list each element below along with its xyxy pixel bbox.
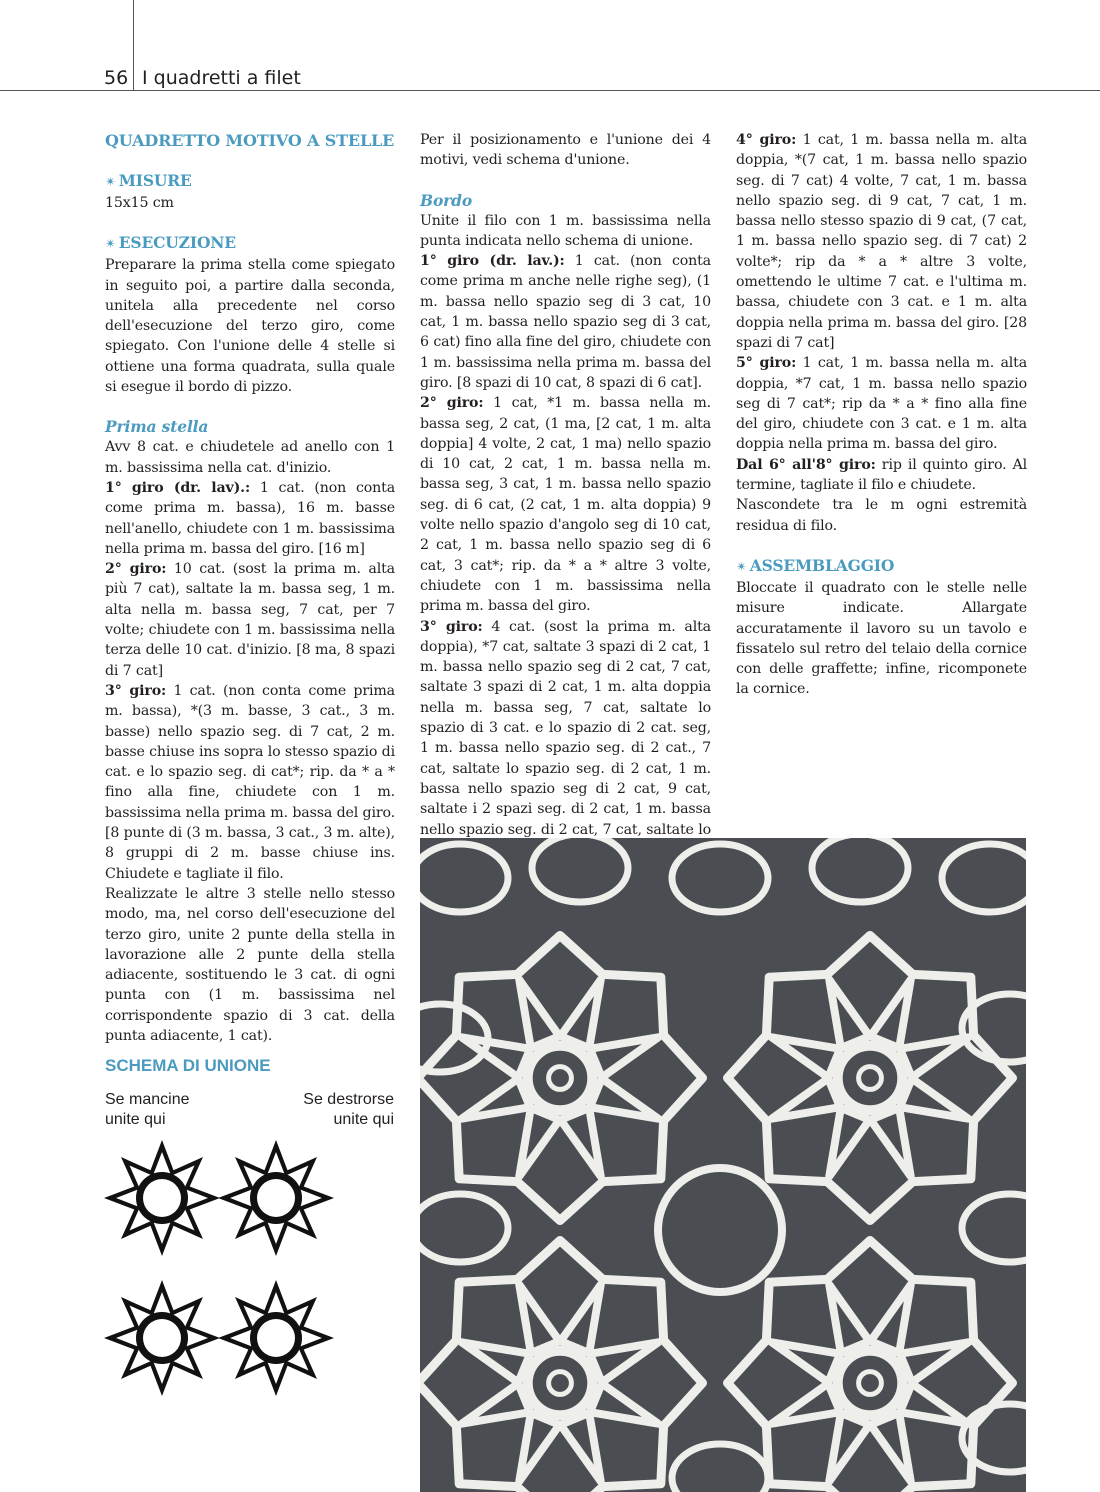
assemblaggio-heading: ✴ ASSEMBLAGGIO <box>736 555 895 575</box>
posizionamento-text: Per il posizionamento e l'unione dei 4 motivi, vedi schema d'unione. <box>420 132 711 169</box>
schema-right-note: Se destrorse unite qui <box>303 1091 394 1128</box>
crochet-lace-photo <box>420 838 1026 1492</box>
bordo-giro-1: 1° giro (dr. lav.): 1 cat. (non conta come prima m anche nelle righe seg), (1 m. bassa nello spazio seg di 3 cat, 10 cat, 1 m. bassa nello spazio seg di 3 cat, 6 cat) fino alla fine del giro, chiudete con 1 m. bassissima nella prima m. bassa del giro. [8 spazi di 10 cat, 8 spazi di 6 cat]. <box>420 253 711 391</box>
star-icon: ✴ <box>105 175 116 190</box>
diagram-star <box>104 1140 220 1256</box>
esecuzione-text: Preparare la prima stella come spiegato in seguito poi, a partire dalla seconda, unitela alla precedente nel corso dell'esecuzione del terzo giro, come spiegato. Con l'unione delle 4 stelle si ottiene una forma quadrata, sulla quale si esegue il bordo di pizzo. <box>105 257 395 396</box>
star-diagram <box>104 1140 334 1415</box>
prima-stella-giro-1: 1° giro (dr. lav).: 1 cat. (non conta come prima m. bassa), 16 m. basse nell'anello, chiudete con 1 m. bassissima nella prima m. bassa del giro. [16 m] <box>105 479 395 557</box>
bordo-giro-2: 2° giro: 1 cat, *1 m. bassa nella m. bassa seg, 2 cat, (1 ma, [2 cat, 1 m. alta doppia] 4 volte, 2 cat, 1 ma) nello spazio di 10 cat, 2 cat, 1 m. bassa nella m. bassa seg, 3 cat, 1 m. bassa nello spazio seg. di 6 cat, (2 cat, 1 m. alta doppia) 9 volte nello spazio d'angolo seg di 10 cat, 2 cat, 1 m. bassa nello spazio seg di 6 cat, 3 cat*; rip. da * a * altre 3 volte, chiudete con 1 m. bassissima nella prima m. bassa del giro. <box>420 395 711 615</box>
altre-stelle-text: Realizzate le altre 3 stelle nello stesso modo, ma, nel corso dell'esecuzione del terzo giro, unite 2 punte della stella in lavorazione alle 2 punte della stella adiacente, sostituendo le 3 cat. di ogni punta con (1 m. bassissima nel corrispondente spazio di 3 cat. della punta adiacente, 1 cat). <box>105 885 395 1044</box>
column-1 <box>105 130 395 1046</box>
diagram-star <box>218 1140 334 1256</box>
prima-stella-giro-2: 2° giro: 10 cat. (sost la prima m. alta più 7 cat), saltate la m. bassa seg, 1 m. alta nella m. bassa seg, 7 cat, per 7 volte; chiudete con 1 m. bassissima nella terza delle 10 cat. d'inizio. [8 ma, 8 spazi di 7 cat] <box>105 561 395 679</box>
page-number: 56 <box>104 67 129 89</box>
schema-left-note: Se mancine unite qui <box>105 1091 190 1128</box>
diagram-star <box>218 1280 334 1396</box>
bordo-finale: Nascondete tra le m ogni estremità residua di filo. <box>736 497 1027 534</box>
bordo-giro-4: 4° giro: 1 cat, 1 m. bassa nella m. alta doppia, *(7 cat, 1 m. bassa nello spazio seg. di 7 cat) 4 volte, 7 cat, 1 m. bassa nello spazio seg. di 9 cat, 7 cat, 1 m. bassa nello stesso spazio di 9 cat, (7 cat, 1 m. bassa nello spazio seg. di 7 cat) 2 volte*; rip da * a * altre 3 volte, omettendo le ultime 7 cat. e l'ultima m. bassa, chiudete con 3 cat. e 1 m. alta doppia nella prima m. bassa del giro. [28 spazi di 7 cat] <box>736 132 1027 351</box>
diagram-star <box>104 1280 220 1396</box>
bordo-giro-6-8: Dal 6° all'8° giro: rip il quinto giro. Al termine, tagliate il filo e chiudete. <box>736 456 1027 494</box>
misure-value: 15x15 cm <box>105 195 174 211</box>
schema-title: SCHEMA DI UNIONE <box>105 1056 271 1075</box>
prima-stella-giro-3: 3° giro: 1 cat. (non conta come prima m. bassa), *(3 m. basse, 3 cat., 3 m. basse) nello spazio seg. di 7 cat, 2 m. basse chiuse ins sopra lo stesso spazio di cat. e lo spazio seg. di cat*; rip. da * a * fino alla fine, chiudete con 1 m. bassissima nella prima m. bassa del giro. [8 punte di (3 m. bassa, 3 cat., 3 m. alte), 8 gruppi di 2 m. basse chiuse ins. Chiudete e tagliate il filo. <box>105 682 396 882</box>
prima-stella-intro: Avv 8 cat. e chiudetele ad anello con 1 m. bassissima nella cat. d'inizio. <box>105 439 395 476</box>
pattern-title: QUADRETTO MOTIVO A STELLE <box>105 131 395 150</box>
misure-heading: ✴ MISURE <box>105 171 192 190</box>
star-icon: ✴ <box>736 559 747 575</box>
header-horizontal-rule <box>0 90 1100 91</box>
esecuzione-heading: ✴ ESECUZIONE <box>105 233 236 253</box>
bordo-giro-5: 5° giro: 1 cat, 1 m. bassa nella m. alta doppia, *7 cat, 1 m. bassa nello spazio seg di 7 cat*; rip da * a * fino alla fine del giro, chiudete con 3 cat. e 1 m. alta doppia nella prima m. bassa del giro. <box>736 355 1027 453</box>
header-vertical-rule <box>133 0 134 91</box>
bordo-giro-3: 3° giro: 4 cat. (sost la prima m. alta doppia), *7 cat, saltate 3 spazi di 2 cat, 1 m. bassa nello spazio seg di 2 cat, 7 cat, saltate 3 spazi di 2 cat, 1 m. alta doppia nella m. bassa seg, 7 cat, saltate lo spazio di 3 cat. e lo spazio di 2 cat. seg, 1 m. bassa nello spazio seg. di 2 cat., 7 cat, saltate lo spazio seg. di 2 cat, 1 m. bassa nello spazio seg di 2 cat, 9 cat, saltate i 2 spazi seg. di 2 cat, 1 m. bassa nello spazio seg. di 2 cat, 7 cat, saltate lo <box>420 618 711 838</box>
star-icon: ✴ <box>105 237 116 253</box>
prima-stella-heading: Prima stella <box>105 417 209 437</box>
assemblaggio-text: Bloccate il quadrato con le stelle nelle misure indicate. Allargate accuratamente il lavoro su un tavolo e fissatelo sul retro del telaio della cornice con delle graffette; infine, ricomponete la cornice. <box>736 579 1027 698</box>
column-3 <box>736 130 1027 700</box>
chapter-title: I quadretti a filet <box>142 67 301 89</box>
bordo-heading: Bordo <box>420 190 473 210</box>
bordo-intro: Unite il filo con 1 m. bassissima nella punta indicata nello schema di unione. <box>420 212 711 249</box>
